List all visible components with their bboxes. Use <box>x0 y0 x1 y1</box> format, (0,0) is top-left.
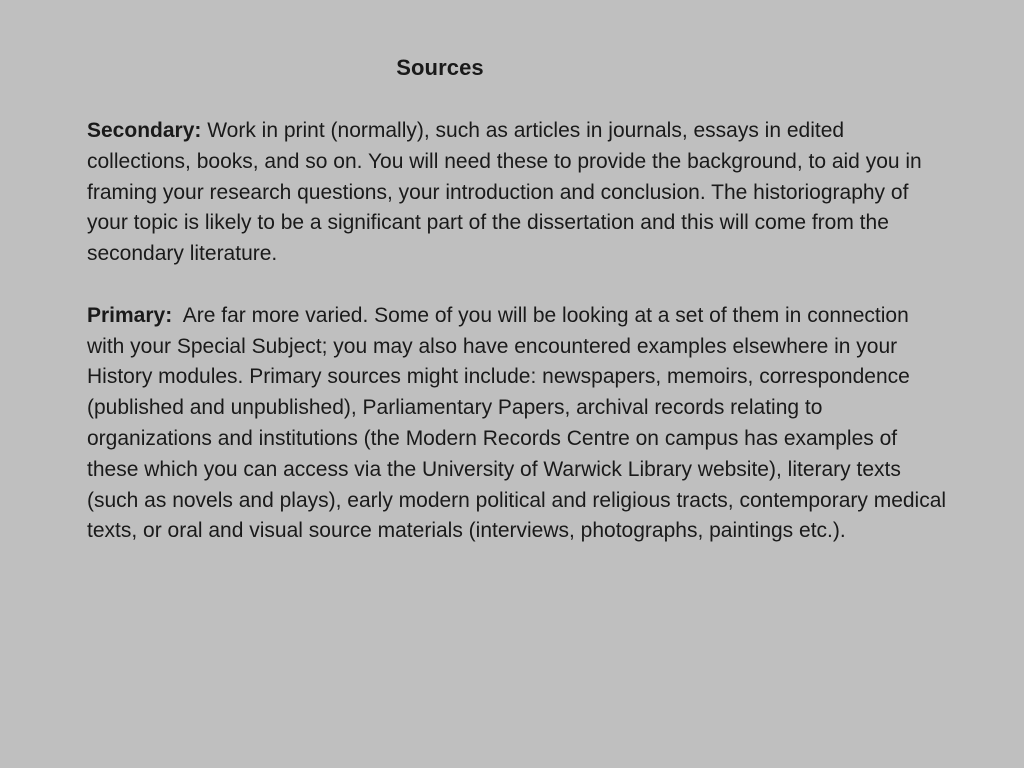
secondary-text: Work in print (normally), such as articles in journals, essays in edited collections, books, and so on. You will need these to provide the background, to aid you in framing your research questions, your introduction and conclusion. The historiography of your topic is likely to be a significant part of the dissertation and this will come from the secondary literature. <box>87 119 922 266</box>
slide-body <box>87 116 947 578</box>
primary-paragraph <box>87 301 947 547</box>
primary-text: Are far more varied. Some of you will be looking at a set of them in connection with your Special Subject; you may also have encountered examples elsewhere in your History modules. Primary sources might include: newspapers, memoirs, correspondence (published and unpublished), Parliamentary Papers, archival records relating to organizations and institutions (the Modern Records Centre on campus has examples of these which you can access via the University of Warwick Library website), literary texts (such as novels and plays), early modern political and religious tracts, contemporary medical texts, or oral and visual source materials (interviews, photographs, paintings etc.). <box>87 303 947 543</box>
slide-title: Sources <box>396 55 484 80</box>
secondary-label: Secondary: <box>87 119 202 142</box>
primary-label: Primary: <box>87 303 173 327</box>
secondary-paragraph <box>87 116 947 270</box>
